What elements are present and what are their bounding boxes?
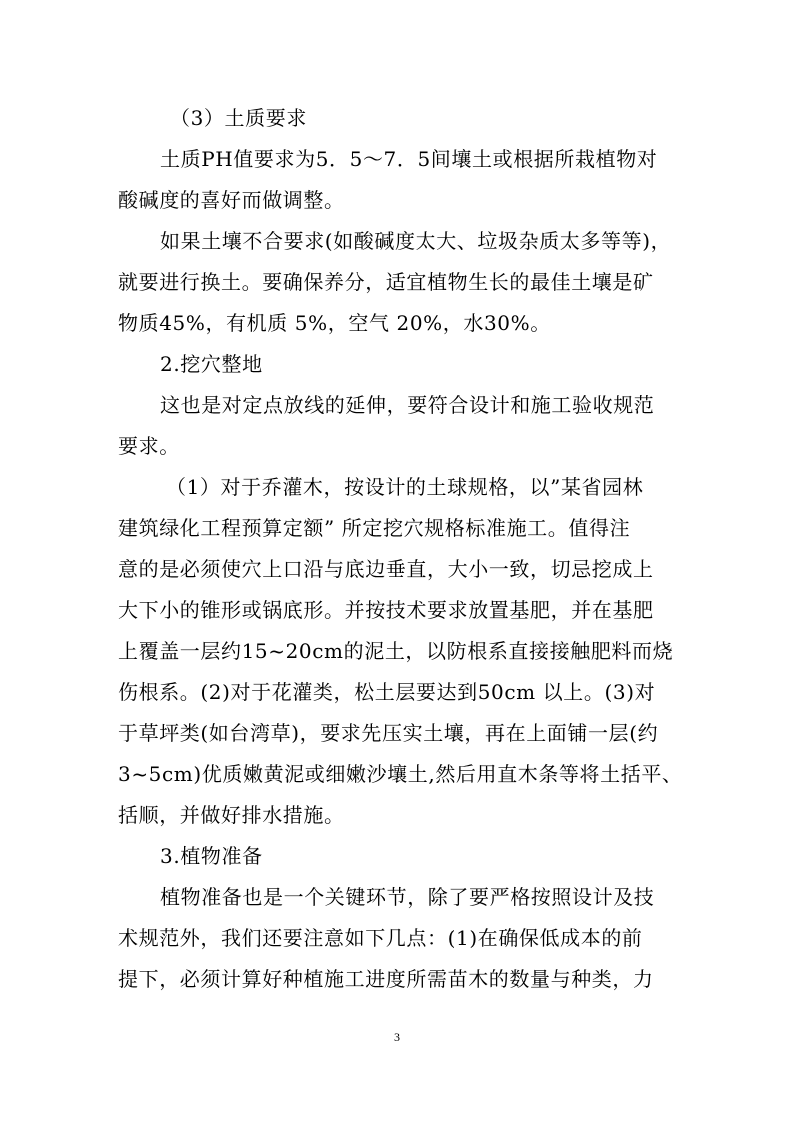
paragraph-line: 如果土壤不合要求(如酸碱度太大、垃圾杂质太多等等)，: [160, 229, 672, 253]
paragraph-line: 意的是必须使穴上口沿与底边垂直，大小一致，切忌挖成上: [118, 557, 654, 581]
paragraph-line: 于草坪类(如台湾草)，要求先压实土壤，再在上面铺一层(约: [118, 721, 659, 745]
paragraph-line: 就要进行换土。要确保养分，适宜植物生长的最佳土壤是矿: [118, 270, 654, 294]
paragraph-line: 伤根系。(2)对于花灌类，松土层要达到50cm 以上。(3)对: [118, 680, 656, 704]
paragraph-line: 术规范外，我们还要注意如下几点：(1)在确保低成本的前: [118, 926, 643, 950]
paragraph-line: 要求。: [118, 434, 180, 458]
paragraph-line: 3~5cm)优质嫩黄泥或细嫩沙壤土,然后用直木条等将土括平、: [118, 762, 683, 786]
paragraph-line: 植物准备也是一个关键环节，除了要严格按照设计及技: [160, 885, 655, 909]
subheading-soil-requirements: （3）土质要求: [170, 106, 307, 130]
section-heading-digging: 2.挖穴整地: [160, 352, 263, 376]
paragraph-line: （1）对于乔灌木，按设计的土球规格，以”某省园林: [166, 475, 644, 499]
paragraph-line: 大下小的锥形或锅底形。并按技术要求放置基肥，并在基肥: [118, 598, 654, 622]
paragraph-line: 上覆盖一层约15~20cm的泥土，以防根系直接接触肥料而烧: [118, 639, 674, 663]
paragraph-line: 提下，必须计算好种植施工进度所需苗木的数量与种类，力: [118, 967, 654, 991]
paragraph-line: 建筑绿化工程预算定额” 所定挖穴规格标准施工。值得注: [118, 516, 631, 540]
paragraph-line: 土质PH值要求为5．5～7．5间壤土或根据所栽植物对: [160, 147, 658, 171]
section-heading-plant-preparation: 3.植物准备: [160, 844, 263, 868]
page-number: 3: [394, 1030, 400, 1044]
paragraph-line: 酸碱度的喜好而做调整。: [118, 188, 345, 212]
paragraph-line: 括顺，并做好排水措施。: [118, 803, 345, 827]
paragraph-line: 物质45%，有机质 5%，空气 20%，水30%。: [118, 311, 551, 335]
paragraph-line: 这也是对定点放线的延伸，要符合设计和施工验收规范: [160, 393, 655, 417]
